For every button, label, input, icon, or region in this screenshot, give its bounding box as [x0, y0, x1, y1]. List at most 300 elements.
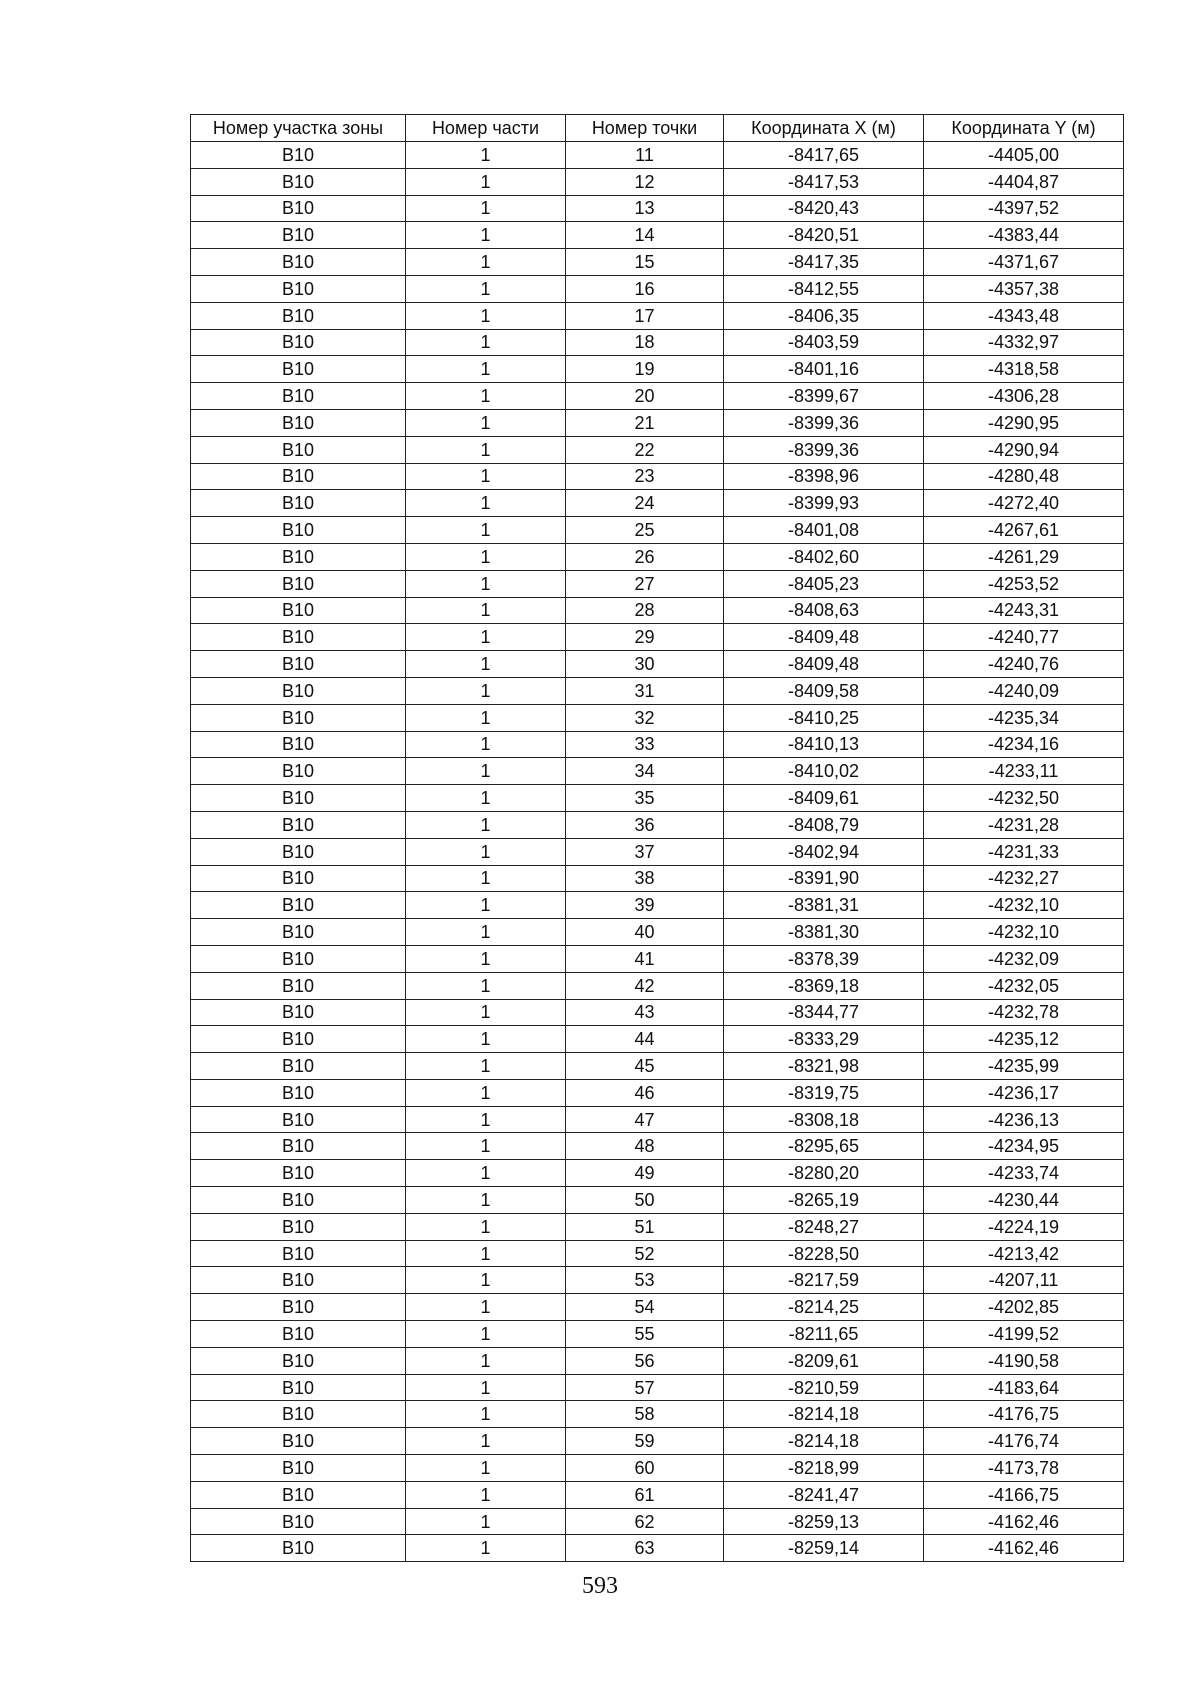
table-row — [191, 436, 1124, 463]
cell-part-number: 1 — [406, 1240, 566, 1267]
cell-coordinate-x: -8409,48 — [724, 651, 924, 678]
cell-coordinate-y: -4397,52 — [924, 195, 1124, 222]
cell-coordinate-y: -4235,99 — [924, 1053, 1124, 1080]
cell-point-number: 51 — [566, 1213, 724, 1240]
cell-coordinate-y: -4240,76 — [924, 651, 1124, 678]
cell-zone-section: B10 — [191, 1374, 406, 1401]
cell-coordinate-y: -4233,74 — [924, 1160, 1124, 1187]
cell-part-number: 1 — [406, 1160, 566, 1187]
cell-zone-section: B10 — [191, 1508, 406, 1535]
cell-zone-section: B10 — [191, 865, 406, 892]
cell-point-number: 49 — [566, 1160, 724, 1187]
cell-coordinate-x: -8399,36 — [724, 436, 924, 463]
cell-coordinate-x: -8406,35 — [724, 302, 924, 329]
cell-point-number: 44 — [566, 1026, 724, 1053]
cell-point-number: 53 — [566, 1267, 724, 1294]
table-header — [191, 115, 1124, 142]
cell-zone-section: B10 — [191, 1079, 406, 1106]
cell-coordinate-x: -8409,58 — [724, 677, 924, 704]
cell-point-number: 41 — [566, 945, 724, 972]
cell-coordinate-x: -8308,18 — [724, 1106, 924, 1133]
cell-coordinate-y: -4332,97 — [924, 329, 1124, 356]
cell-coordinate-x: -8399,93 — [724, 490, 924, 517]
cell-coordinate-y: -4199,52 — [924, 1321, 1124, 1348]
cell-part-number: 1 — [406, 651, 566, 678]
cell-coordinate-y: -4383,44 — [924, 222, 1124, 249]
cell-coordinate-x: -8420,43 — [724, 195, 924, 222]
cell-part-number: 1 — [406, 1374, 566, 1401]
coordinates-table — [190, 114, 1124, 1562]
table-row — [191, 195, 1124, 222]
cell-part-number: 1 — [406, 972, 566, 999]
cell-zone-section: B10 — [191, 624, 406, 651]
cell-zone-section: B10 — [191, 785, 406, 812]
table-row — [191, 383, 1124, 410]
header-coordinate-x: Координата X (м) — [724, 115, 924, 142]
table-row — [191, 972, 1124, 999]
cell-zone-section: B10 — [191, 1347, 406, 1374]
cell-zone-section: B10 — [191, 1240, 406, 1267]
cell-zone-section: B10 — [191, 1026, 406, 1053]
cell-point-number: 33 — [566, 731, 724, 758]
cell-point-number: 58 — [566, 1401, 724, 1428]
cell-point-number: 32 — [566, 704, 724, 731]
table-row — [191, 329, 1124, 356]
table-row — [191, 1481, 1124, 1508]
cell-part-number: 1 — [406, 1026, 566, 1053]
cell-point-number: 37 — [566, 838, 724, 865]
cell-zone-section: B10 — [191, 1481, 406, 1508]
page-number: 593 — [582, 1573, 618, 1599]
header-row — [191, 115, 1124, 142]
table-row — [191, 409, 1124, 436]
cell-coordinate-x: -8210,59 — [724, 1374, 924, 1401]
table-row — [191, 677, 1124, 704]
cell-part-number: 1 — [406, 436, 566, 463]
cell-coordinate-x: -8391,90 — [724, 865, 924, 892]
cell-coordinate-x: -8265,19 — [724, 1187, 924, 1214]
cell-coordinate-y: -4232,09 — [924, 945, 1124, 972]
cell-coordinate-y: -4232,50 — [924, 785, 1124, 812]
cell-point-number: 40 — [566, 919, 724, 946]
cell-part-number: 1 — [406, 409, 566, 436]
cell-point-number: 54 — [566, 1294, 724, 1321]
table-row — [191, 785, 1124, 812]
cell-part-number: 1 — [406, 785, 566, 812]
table-row — [191, 1053, 1124, 1080]
cell-zone-section: B10 — [191, 1187, 406, 1214]
cell-part-number: 1 — [406, 222, 566, 249]
cell-coordinate-y: -4176,75 — [924, 1401, 1124, 1428]
cell-zone-section: B10 — [191, 1267, 406, 1294]
cell-coordinate-x: -8410,13 — [724, 731, 924, 758]
cell-zone-section: B10 — [191, 302, 406, 329]
cell-coordinate-x: -8398,96 — [724, 463, 924, 490]
table-row — [191, 463, 1124, 490]
cell-zone-section: B10 — [191, 1106, 406, 1133]
cell-coordinate-x: -8214,18 — [724, 1401, 924, 1428]
table-row — [191, 945, 1124, 972]
cell-zone-section: B10 — [191, 972, 406, 999]
cell-zone-section: B10 — [191, 811, 406, 838]
cell-point-number: 46 — [566, 1079, 724, 1106]
table-row — [191, 570, 1124, 597]
cell-coordinate-x: -8344,77 — [724, 999, 924, 1026]
cell-part-number: 1 — [406, 195, 566, 222]
cell-point-number: 25 — [566, 517, 724, 544]
cell-coordinate-y: -4240,09 — [924, 677, 1124, 704]
cell-point-number: 59 — [566, 1428, 724, 1455]
cell-part-number: 1 — [406, 1213, 566, 1240]
table-row — [191, 302, 1124, 329]
cell-zone-section: B10 — [191, 1213, 406, 1240]
cell-part-number: 1 — [406, 811, 566, 838]
cell-part-number: 1 — [406, 517, 566, 544]
cell-point-number: 15 — [566, 249, 724, 276]
cell-coordinate-y: -4166,75 — [924, 1481, 1124, 1508]
cell-coordinate-y: -4253,52 — [924, 570, 1124, 597]
cell-coordinate-y: -4371,67 — [924, 249, 1124, 276]
cell-zone-section: B10 — [191, 383, 406, 410]
cell-part-number: 1 — [406, 1187, 566, 1214]
cell-zone-section: B10 — [191, 543, 406, 570]
cell-point-number: 19 — [566, 356, 724, 383]
table-row — [191, 1106, 1124, 1133]
cell-coordinate-y: -4232,05 — [924, 972, 1124, 999]
cell-part-number: 1 — [406, 543, 566, 570]
cell-point-number: 45 — [566, 1053, 724, 1080]
cell-point-number: 50 — [566, 1187, 724, 1214]
cell-zone-section: B10 — [191, 409, 406, 436]
cell-point-number: 13 — [566, 195, 724, 222]
cell-coordinate-x: -8378,39 — [724, 945, 924, 972]
table-row — [191, 1213, 1124, 1240]
cell-part-number: 1 — [406, 1079, 566, 1106]
cell-zone-section: B10 — [191, 1455, 406, 1482]
cell-zone-section: B10 — [191, 1321, 406, 1348]
table-row — [191, 1428, 1124, 1455]
cell-coordinate-y: -4404,87 — [924, 168, 1124, 195]
header-point-number: Номер точки — [566, 115, 724, 142]
cell-coordinate-x: -8319,75 — [724, 1079, 924, 1106]
cell-part-number: 1 — [406, 838, 566, 865]
cell-zone-section: B10 — [191, 570, 406, 597]
cell-coordinate-y: -4267,61 — [924, 517, 1124, 544]
cell-zone-section: B10 — [191, 195, 406, 222]
cell-part-number: 1 — [406, 731, 566, 758]
cell-coordinate-y: -4232,10 — [924, 919, 1124, 946]
cell-coordinate-y: -4173,78 — [924, 1455, 1124, 1482]
cell-part-number: 1 — [406, 1267, 566, 1294]
cell-coordinate-y: -4162,46 — [924, 1535, 1124, 1562]
header-zone-section-number: Номер участка зоны — [191, 115, 406, 142]
cell-point-number: 23 — [566, 463, 724, 490]
cell-coordinate-y: -4234,16 — [924, 731, 1124, 758]
cell-part-number: 1 — [406, 142, 566, 169]
cell-part-number: 1 — [406, 919, 566, 946]
cell-point-number: 57 — [566, 1374, 724, 1401]
cell-part-number: 1 — [406, 1428, 566, 1455]
table-row — [191, 1401, 1124, 1428]
cell-part-number: 1 — [406, 1401, 566, 1428]
cell-point-number: 28 — [566, 597, 724, 624]
cell-point-number: 39 — [566, 892, 724, 919]
cell-coordinate-x: -8399,36 — [724, 409, 924, 436]
cell-coordinate-y: -4235,12 — [924, 1026, 1124, 1053]
cell-part-number: 1 — [406, 1347, 566, 1374]
cell-point-number: 11 — [566, 142, 724, 169]
table-row — [191, 275, 1124, 302]
cell-part-number: 1 — [406, 275, 566, 302]
cell-point-number: 16 — [566, 275, 724, 302]
cell-point-number: 60 — [566, 1455, 724, 1482]
cell-part-number: 1 — [406, 624, 566, 651]
cell-coordinate-y: -4240,77 — [924, 624, 1124, 651]
table-body — [191, 142, 1124, 1562]
cell-coordinate-y: -4280,48 — [924, 463, 1124, 490]
table-row — [191, 892, 1124, 919]
cell-part-number: 1 — [406, 1294, 566, 1321]
cell-part-number: 1 — [406, 1535, 566, 1562]
cell-point-number: 43 — [566, 999, 724, 1026]
table-row — [191, 1347, 1124, 1374]
cell-coordinate-y: -4207,11 — [924, 1267, 1124, 1294]
cell-zone-section: B10 — [191, 1160, 406, 1187]
table-row — [191, 999, 1124, 1026]
cell-coordinate-y: -4261,29 — [924, 543, 1124, 570]
cell-coordinate-x: -8381,30 — [724, 919, 924, 946]
table-row — [191, 1026, 1124, 1053]
cell-zone-section: B10 — [191, 999, 406, 1026]
cell-zone-section: B10 — [191, 222, 406, 249]
table-row — [191, 1455, 1124, 1482]
cell-zone-section: B10 — [191, 463, 406, 490]
cell-point-number: 22 — [566, 436, 724, 463]
cell-zone-section: B10 — [191, 490, 406, 517]
cell-zone-section: B10 — [191, 758, 406, 785]
cell-coordinate-x: -8214,25 — [724, 1294, 924, 1321]
cell-coordinate-y: -4190,58 — [924, 1347, 1124, 1374]
cell-coordinate-y: -4176,74 — [924, 1428, 1124, 1455]
table-row — [191, 1267, 1124, 1294]
table-row — [191, 543, 1124, 570]
table-row — [191, 1160, 1124, 1187]
cell-coordinate-x: -8259,14 — [724, 1535, 924, 1562]
cell-coordinate-x: -8381,31 — [724, 892, 924, 919]
cell-coordinate-x: -8417,65 — [724, 142, 924, 169]
cell-part-number: 1 — [406, 249, 566, 276]
cell-point-number: 20 — [566, 383, 724, 410]
cell-zone-section: B10 — [191, 517, 406, 544]
cell-coordinate-x: -8214,18 — [724, 1428, 924, 1455]
table-row — [191, 168, 1124, 195]
cell-part-number: 1 — [406, 865, 566, 892]
cell-part-number: 1 — [406, 945, 566, 972]
table-row — [191, 1240, 1124, 1267]
cell-zone-section: B10 — [191, 249, 406, 276]
cell-coordinate-y: -4231,28 — [924, 811, 1124, 838]
cell-coordinate-x: -8402,60 — [724, 543, 924, 570]
cell-zone-section: B10 — [191, 731, 406, 758]
cell-point-number: 21 — [566, 409, 724, 436]
cell-zone-section: B10 — [191, 677, 406, 704]
cell-coordinate-y: -4318,58 — [924, 356, 1124, 383]
cell-part-number: 1 — [406, 490, 566, 517]
table-row — [191, 624, 1124, 651]
cell-point-number: 27 — [566, 570, 724, 597]
cell-coordinate-x: -8408,79 — [724, 811, 924, 838]
cell-coordinate-y: -4213,42 — [924, 1240, 1124, 1267]
cell-coordinate-y: -4235,34 — [924, 704, 1124, 731]
cell-coordinate-x: -8410,02 — [724, 758, 924, 785]
cell-zone-section: B10 — [191, 597, 406, 624]
cell-coordinate-x: -8280,20 — [724, 1160, 924, 1187]
cell-coordinate-y: -4272,40 — [924, 490, 1124, 517]
cell-coordinate-y: -4290,95 — [924, 409, 1124, 436]
cell-coordinate-y: -4183,64 — [924, 1374, 1124, 1401]
cell-coordinate-x: -8295,65 — [724, 1133, 924, 1160]
cell-coordinate-x: -8412,55 — [724, 275, 924, 302]
cell-zone-section: B10 — [191, 329, 406, 356]
cell-coordinate-x: -8209,61 — [724, 1347, 924, 1374]
cell-point-number: 34 — [566, 758, 724, 785]
cell-point-number: 42 — [566, 972, 724, 999]
cell-part-number: 1 — [406, 1455, 566, 1482]
cell-coordinate-x: -8333,29 — [724, 1026, 924, 1053]
header-coordinate-y: Координата Y (м) — [924, 115, 1124, 142]
table-row — [191, 1321, 1124, 1348]
cell-coordinate-x: -8409,61 — [724, 785, 924, 812]
cell-coordinate-x: -8409,48 — [724, 624, 924, 651]
cell-part-number: 1 — [406, 329, 566, 356]
cell-coordinate-x: -8321,98 — [724, 1053, 924, 1080]
cell-coordinate-x: -8217,59 — [724, 1267, 924, 1294]
table-row — [191, 1079, 1124, 1106]
table-row — [191, 517, 1124, 544]
cell-zone-section: B10 — [191, 1401, 406, 1428]
cell-point-number: 18 — [566, 329, 724, 356]
cell-coordinate-y: -4306,28 — [924, 383, 1124, 410]
cell-part-number: 1 — [406, 383, 566, 410]
cell-coordinate-x: -8405,23 — [724, 570, 924, 597]
cell-zone-section: B10 — [191, 1133, 406, 1160]
cell-zone-section: B10 — [191, 704, 406, 731]
cell-coordinate-x: -8408,63 — [724, 597, 924, 624]
cell-coordinate-y: -4162,46 — [924, 1508, 1124, 1535]
cell-zone-section: B10 — [191, 436, 406, 463]
cell-part-number: 1 — [406, 1133, 566, 1160]
table-row — [191, 919, 1124, 946]
cell-part-number: 1 — [406, 999, 566, 1026]
cell-zone-section: B10 — [191, 838, 406, 865]
cell-part-number: 1 — [406, 570, 566, 597]
cell-coordinate-x: -8417,53 — [724, 168, 924, 195]
cell-point-number: 31 — [566, 677, 724, 704]
cell-zone-section: B10 — [191, 1428, 406, 1455]
cell-point-number: 24 — [566, 490, 724, 517]
cell-coordinate-y: -4202,85 — [924, 1294, 1124, 1321]
table-row — [191, 1133, 1124, 1160]
cell-point-number: 61 — [566, 1481, 724, 1508]
cell-coordinate-y: -4236,17 — [924, 1079, 1124, 1106]
cell-point-number: 26 — [566, 543, 724, 570]
cell-part-number: 1 — [406, 356, 566, 383]
cell-part-number: 1 — [406, 892, 566, 919]
header-part-number: Номер части — [406, 115, 566, 142]
cell-point-number: 56 — [566, 1347, 724, 1374]
table-row — [191, 1374, 1124, 1401]
cell-zone-section: B10 — [191, 892, 406, 919]
table-row — [191, 865, 1124, 892]
cell-coordinate-y: -4231,33 — [924, 838, 1124, 865]
cell-coordinate-y: -4290,94 — [924, 436, 1124, 463]
cell-part-number: 1 — [406, 597, 566, 624]
cell-coordinate-y: -4234,95 — [924, 1133, 1124, 1160]
cell-coordinate-y: -4405,00 — [924, 142, 1124, 169]
cell-point-number: 14 — [566, 222, 724, 249]
cell-coordinate-y: -4232,10 — [924, 892, 1124, 919]
cell-part-number: 1 — [406, 1481, 566, 1508]
table-row — [191, 356, 1124, 383]
table-row — [191, 811, 1124, 838]
cell-coordinate-y: -4343,48 — [924, 302, 1124, 329]
table-row — [191, 597, 1124, 624]
cell-part-number: 1 — [406, 302, 566, 329]
table-row — [191, 838, 1124, 865]
cell-part-number: 1 — [406, 704, 566, 731]
cell-point-number: 12 — [566, 168, 724, 195]
cell-coordinate-x: -8402,94 — [724, 838, 924, 865]
cell-zone-section: B10 — [191, 275, 406, 302]
cell-point-number: 48 — [566, 1133, 724, 1160]
table-row — [191, 704, 1124, 731]
cell-point-number: 55 — [566, 1321, 724, 1348]
cell-coordinate-x: -8369,18 — [724, 972, 924, 999]
cell-point-number: 63 — [566, 1535, 724, 1562]
cell-part-number: 1 — [406, 463, 566, 490]
cell-coordinate-x: -8420,51 — [724, 222, 924, 249]
cell-part-number: 1 — [406, 677, 566, 704]
table-row — [191, 490, 1124, 517]
table-row — [191, 249, 1124, 276]
cell-part-number: 1 — [406, 1053, 566, 1080]
table-row — [191, 651, 1124, 678]
cell-point-number: 47 — [566, 1106, 724, 1133]
cell-point-number: 62 — [566, 1508, 724, 1535]
cell-coordinate-y: -4232,27 — [924, 865, 1124, 892]
cell-coordinate-y: -4233,11 — [924, 758, 1124, 785]
cell-coordinate-x: -8401,08 — [724, 517, 924, 544]
cell-zone-section: B10 — [191, 919, 406, 946]
cell-zone-section: B10 — [191, 651, 406, 678]
cell-coordinate-y: -4224,19 — [924, 1213, 1124, 1240]
cell-part-number: 1 — [406, 1321, 566, 1348]
cell-coordinate-x: -8401,16 — [724, 356, 924, 383]
cell-coordinate-x: -8410,25 — [724, 704, 924, 731]
cell-point-number: 30 — [566, 651, 724, 678]
table-row — [191, 758, 1124, 785]
cell-point-number: 29 — [566, 624, 724, 651]
table-row — [191, 1294, 1124, 1321]
cell-coordinate-x: -8228,50 — [724, 1240, 924, 1267]
cell-point-number: 17 — [566, 302, 724, 329]
cell-coordinate-x: -8403,59 — [724, 329, 924, 356]
cell-zone-section: B10 — [191, 168, 406, 195]
cell-zone-section: B10 — [191, 945, 406, 972]
cell-point-number: 35 — [566, 785, 724, 812]
cell-coordinate-x: -8259,13 — [724, 1508, 924, 1535]
cell-coordinate-x: -8417,35 — [724, 249, 924, 276]
